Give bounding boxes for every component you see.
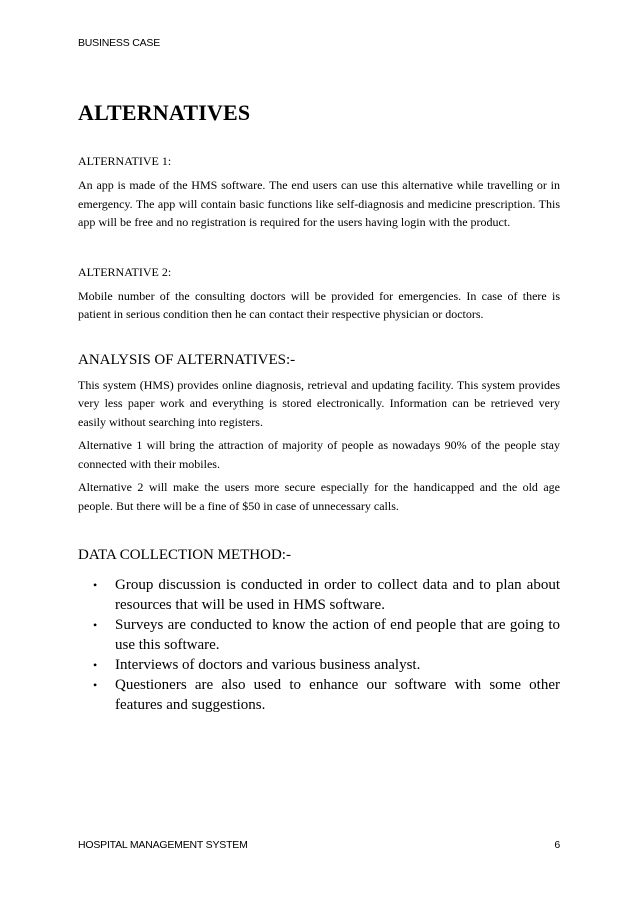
list-item-text: Surveys are conducted to know the action of end people that are going to use this software. [115, 617, 560, 653]
page-content [78, 99, 560, 715]
page-footer [78, 839, 560, 851]
list-item-text: Group discussion is conducted in order to collect data and to plan about resources that will be used in HMS software. [115, 577, 560, 613]
page-header: BUSINESS CASE [78, 37, 161, 49]
analysis-paragraph: This system (HMS) provides online diagnosis, retrieval and updating facility. This system provides very less paper work and everything is stored electronically. Information can be retrieved very easily without searching into registers. [78, 377, 560, 429]
bullet-icon: • [93, 578, 98, 592]
alternative-1-text: An app is made of the HMS software. The end users can use this alternative while travelling or in emergency. The app will contain basic functions like self-diagnosis and medicine prescription. This app will be free and no registration is required for the users having login with the product. [78, 178, 560, 229]
alternative-1-label: ALTERNATIVE 1: [78, 154, 172, 168]
list-item [78, 655, 560, 675]
list-item [78, 675, 560, 715]
bullet-icon: • [93, 678, 98, 692]
bullet-icon: • [93, 658, 98, 672]
list-item [78, 615, 560, 655]
bullet-icon: • [93, 618, 98, 632]
list-item [78, 575, 560, 615]
data-collection-heading: DATA COLLECTION METHOD:- [78, 547, 291, 563]
alternative-2-label: ALTERNATIVE 2: [78, 264, 172, 279]
alternative-2-text: Mobile number of the consulting doctors will be provided for emergencies. In case of there is patient in serious condition then he can contact their respective physician or doctors. [78, 288, 560, 321]
analysis-paragraph: Alternative 2 will make the users more secure especially for the handicapped and the old age people. But there will be a fine of $50 in case of unnecessary calls. [78, 480, 560, 513]
footer-title: HOSPITAL MANAGEMENT SYSTEM [78, 839, 248, 851]
page-title: ALTERNATIVES [78, 100, 251, 125]
data-collection-list [78, 575, 560, 715]
list-item-text: Questioners are also used to enhance our software with some other features and suggestions. [115, 677, 560, 713]
analysis-paragraph: Alternative 1 will bring the attraction of majority of people as nowadays 90% of the people stay connected with their mobiles. [78, 438, 560, 471]
page-number: 6 [554, 839, 560, 851]
list-item-text: Interviews of doctors and various business analyst. [115, 657, 421, 673]
analysis-heading: ANALYSIS OF ALTERNATIVES:- [78, 351, 296, 368]
